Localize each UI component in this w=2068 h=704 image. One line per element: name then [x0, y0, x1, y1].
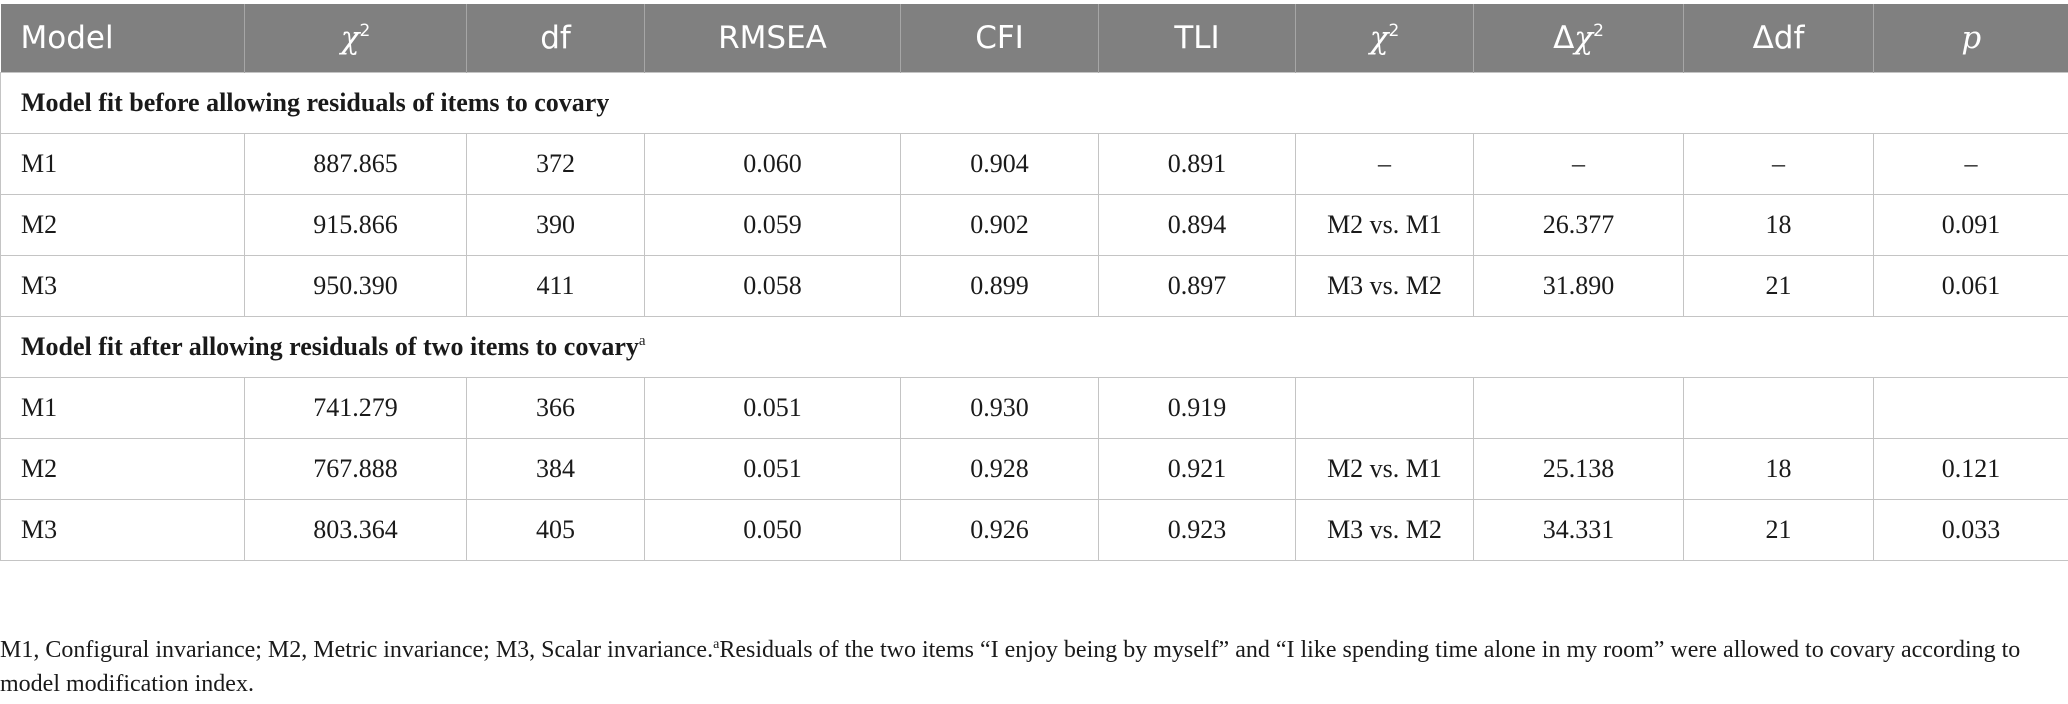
cell-delta-chi-square: 31.890	[1474, 256, 1684, 317]
cell-rmsea: 0.051	[645, 378, 901, 439]
header-tli: TLI	[1099, 4, 1296, 73]
table-row	[1, 500, 2068, 561]
cell-comparison: M2 vs. M1	[1296, 195, 1474, 256]
cell-rmsea: 0.051	[645, 439, 901, 500]
cell-tli: 0.897	[1099, 256, 1296, 317]
cell-tli: 0.923	[1099, 500, 1296, 561]
cell-tli: 0.919	[1099, 378, 1296, 439]
cell-chi-square: 803.364	[245, 500, 467, 561]
header-cfi: CFI	[901, 4, 1099, 73]
cell-delta-df: 21	[1684, 500, 1874, 561]
cell-cfi: 0.930	[901, 378, 1099, 439]
cell-df: 372	[467, 134, 645, 195]
cell-rmsea: 0.058	[645, 256, 901, 317]
cell-p-value: 0.061	[1874, 256, 2068, 317]
cell-rmsea: 0.050	[645, 500, 901, 561]
cell-delta-chi-square: 25.138	[1474, 439, 1684, 500]
cell-rmsea: 0.059	[645, 195, 901, 256]
header-delta-df: Δdf	[1684, 4, 1874, 73]
cell-comparison: –	[1296, 134, 1474, 195]
cell-model: M2	[1, 195, 245, 256]
section-title	[1, 317, 2068, 378]
cell-delta-chi-square: 34.331	[1474, 500, 1684, 561]
table-row	[1, 134, 2068, 195]
cell-cfi: 0.928	[901, 439, 1099, 500]
cell-comparison: M2 vs. M1	[1296, 439, 1474, 500]
header-row	[1, 4, 2068, 73]
table-row	[1, 378, 2068, 439]
section-header-row	[1, 317, 2068, 378]
cell-chi-square: 767.888	[245, 439, 467, 500]
cell-chi-square: 915.866	[245, 195, 467, 256]
cell-p-value: 0.033	[1874, 500, 2068, 561]
cell-p-value: –	[1874, 134, 2068, 195]
header-model: Model	[1, 4, 245, 73]
cell-p-value: 0.121	[1874, 439, 2068, 500]
header-chi-square-comparison: $\chi^2$	[1296, 4, 1474, 73]
cell-model: M2	[1, 439, 245, 500]
cell-model: M3	[1, 256, 245, 317]
model-fit-table	[0, 4, 2068, 561]
cell-df: 384	[467, 439, 645, 500]
header-rmsea: RMSEA	[645, 4, 901, 73]
table-body	[1, 73, 2068, 561]
cell-df: 411	[467, 256, 645, 317]
section-title	[1, 73, 2068, 134]
fit-table-container	[0, 4, 2068, 561]
cell-tli: 0.921	[1099, 439, 1296, 500]
cell-comparison: M3 vs. M2	[1296, 500, 1474, 561]
cell-comparison	[1296, 378, 1474, 439]
cell-delta-chi-square: –	[1474, 134, 1684, 195]
cell-cfi: 0.899	[901, 256, 1099, 317]
cell-rmsea: 0.060	[645, 134, 901, 195]
cell-tli: 0.891	[1099, 134, 1296, 195]
cell-tli: 0.894	[1099, 195, 1296, 256]
section-title-text: Model fit after allowing residuals of two items to covary	[21, 332, 639, 361]
cell-comparison: M3 vs. M2	[1296, 256, 1474, 317]
section-header-row	[1, 73, 2068, 134]
cell-model: M3	[1, 500, 245, 561]
header-df: df	[467, 4, 645, 73]
table-row	[1, 439, 2068, 500]
cell-delta-df: 21	[1684, 256, 1874, 317]
cell-delta-chi-square	[1474, 378, 1684, 439]
cell-p-value: 0.091	[1874, 195, 2068, 256]
cell-df: 405	[467, 500, 645, 561]
cell-delta-chi-square: 26.377	[1474, 195, 1684, 256]
cell-p-value	[1874, 378, 2068, 439]
cell-delta-df: 18	[1684, 195, 1874, 256]
cell-delta-df	[1684, 378, 1874, 439]
cell-chi-square: 741.279	[245, 378, 467, 439]
cell-model: M1	[1, 378, 245, 439]
cell-cfi: 0.902	[901, 195, 1099, 256]
cell-delta-df: –	[1684, 134, 1874, 195]
cell-df: 366	[467, 378, 645, 439]
header-delta-chi-square: $\Delta\chi^2$	[1474, 4, 1684, 73]
section-title-footnote-mark: a	[638, 333, 646, 349]
section-title-text: Model fit before allowing residuals of items to covary	[21, 88, 610, 117]
cell-df: 390	[467, 195, 645, 256]
cell-cfi: 0.926	[901, 500, 1099, 561]
table-row	[1, 195, 2068, 256]
table-row	[1, 256, 2068, 317]
cell-cfi: 0.904	[901, 134, 1099, 195]
header-p: p	[1874, 4, 2068, 73]
cell-chi-square: 887.865	[245, 134, 467, 195]
header-chi-square: $\chi^2$	[245, 4, 467, 73]
cell-delta-df: 18	[1684, 439, 1874, 500]
table-footnote: M1, Configural invariance; M2, Metric invariance; M3, Scalar invariance.$^a$Residuals of the two items “I enjoy being by myself” and “I like spending time alone in my room” were allowed to covary according to model modification index.	[0, 637, 2021, 697]
cell-model: M1	[1, 134, 245, 195]
cell-chi-square: 950.390	[245, 256, 467, 317]
